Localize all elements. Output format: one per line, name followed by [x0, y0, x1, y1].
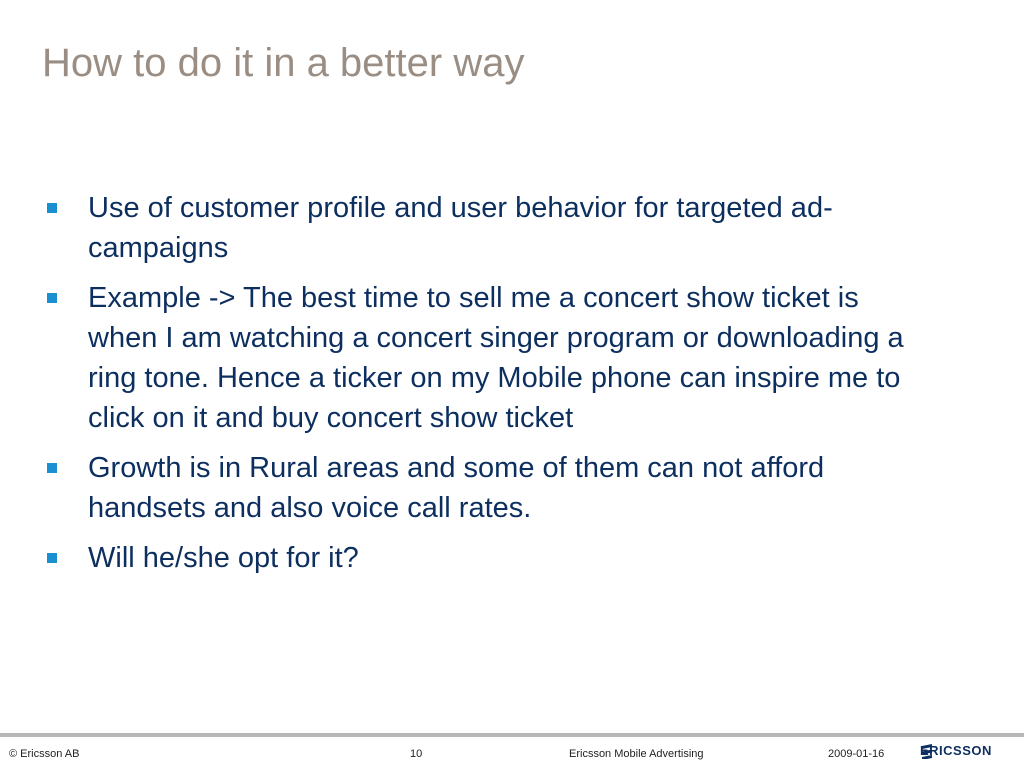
bullet-text: Growth is in Rural areas and some of them can not afford handsets and also voice call rates.: [88, 452, 825, 524]
footer-divider: [0, 733, 1024, 737]
bullet-list: [44, 188, 924, 588]
bullet-item: [44, 538, 924, 578]
ericsson-logo: [920, 743, 992, 759]
bullet-text: Use of customer profile and user behavior for targeted ad-campaigns: [88, 192, 833, 264]
slide-title: How to do it in a better way: [42, 41, 525, 85]
bullet-item: [44, 188, 924, 268]
square-bullet-icon: [47, 553, 57, 563]
square-bullet-icon: [47, 463, 57, 473]
footer-date: 2009-01-16: [828, 748, 885, 760]
footer-page-number: 10: [410, 748, 423, 760]
bullet-text: Will he/she opt for it?: [88, 542, 359, 574]
bullet-item: [44, 448, 924, 528]
square-bullet-icon: [47, 203, 57, 213]
logo-text: ERICSSON: [920, 743, 992, 758]
bullet-item: [44, 278, 924, 438]
footer-copyright: © Ericsson AB: [9, 748, 80, 760]
bullet-text: Example -> The best time to sell me a concert show ticket is when I am watching a concert singer program or downloading a ring tone. Hence a ticker on my Mobile phone can inspire me to click on it and buy concert show ticket: [88, 282, 904, 434]
footer: [0, 743, 1024, 762]
square-bullet-icon: [47, 293, 57, 303]
footer-presentation-name: Ericsson Mobile Advertising: [569, 748, 704, 760]
